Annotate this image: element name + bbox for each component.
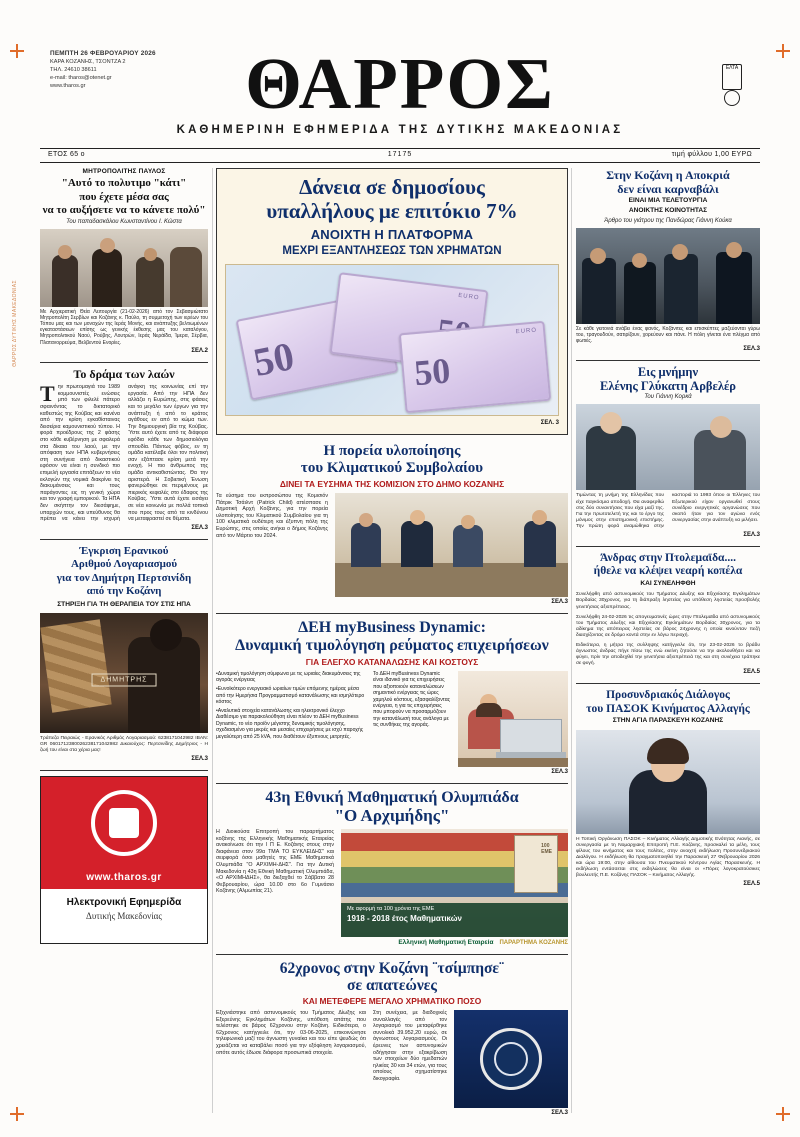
fraud-headline-line1: 62χρονος στην Κοζάνη ¨τσίμπησε¨ (279, 960, 505, 977)
divider (40, 362, 208, 363)
fundraiser-headline-line4: από την Κοζάνη (86, 585, 162, 598)
article-math-olympiad[interactable] (216, 789, 568, 946)
banknote-denomination: 50 (412, 350, 452, 394)
pasok-headline-line1: Προσυνδριακός Διάλογος (606, 689, 730, 702)
article-robbery[interactable] (576, 552, 760, 675)
newspaper-logo: ΘΑΡΡΟΣ (245, 43, 555, 124)
elta-badge-label: ΕΛΤΑ (722, 64, 742, 90)
masthead-email: e-mail: tharos@otenet.gr (50, 75, 112, 81)
robbery-body-a: Συνελήφθη από αστυνομικούς του Τμήματος Δίωξης και Εξιχνίασης Εγκλημάτων Βορδαίας 30χρονος, για τη διάπραξη ληστείας για υπόθεση ληστείας προσβολής γενετήσιας αξιοπρέπειας. (576, 592, 760, 610)
photo-laptop-user (458, 671, 568, 767)
fraud-body-a: Εξιχνιάστηκε από αστυνομικούς του Τμήματος Δίωξης και Εξερεύνης Εγκλημάτων Κοζάνης, υπόθεση απάτης που τελέστηκε σε βάρος 62χρονου στην Κοζάνη. Ειδικότερα, ο 62χρονος κατήγγειλε ότι, την 03-06-2025, επικοινώνησε τηλεφωνικά μαζί του άγνωστη γυναίκα και του είπε ψευδώς ότι χρειάζεται να καταβάλει ποσό για την εξόφληση λογαριασμού, οπότε αυτός έδωσε διάφορα προσωπικά στοιχεία. (216, 1010, 366, 1056)
memorial-byline: Του Γιάννη Κορκά (644, 394, 692, 401)
fundraiser-subhead: ΣΤΗΡΙΞΗ ΓΙΑ ΤΗ ΘΕΡΑΠΕΙΑ ΤΟΥ ΣΤΙΣ ΗΠΑ (57, 600, 191, 608)
fundraiser-headline-line3: για τον Δημήτρη Περτσινίδη (56, 571, 192, 584)
memorial-body: Τιμώντας τη μνήμη της Ελληνίδας που είχε παγκόσμια αποδοχή. Θα αναφερθώ στις δύο συναντήσεις που είχα μαζί της. Για την πρωτοτελετή της και το έργο της μόνιμος στην επιστημονική επιστήμης. Την πρώτη φορά αναμώθηκα στην καστοριά το 1993 όπου οι Έλληνες του Εξωτερικού είχαν οργανωθεί στους συνέδριο ενεργητικές οργανώσεις που σκοπό ήταν για τον αγώνα ενός συνεργασίας στην ανάπτυξη να μιλήσει. (576, 493, 760, 529)
math-banner-line1: Με αφορμή τα 100 χρόνια της ΕΜΕ (347, 906, 435, 912)
math-chapter-name: ΠΑΡΑΡΤΗΜΑ ΚΟΖΑΝΗΣ (499, 940, 568, 946)
climate-body: Τα εύσημα του εκπροσώπου της Κομισιόν Πάτρικ Τσάιλντ (Patrick Child) απέσπασε η Δημοτική Αρχή Κοζάνης, για την πορεία υλοποίησης του Κλιματικού Συμβολαίου για τη 100 κλιματικά ουδέτερη και έξυπνη πόλη της Ευρώπης, στις οποίες ανήκει ο δήμος Κοζάνης από τον Μάρτιο του 2024. (216, 493, 328, 539)
volume-year: ΕΤΟΣ 65 ο (48, 151, 85, 158)
dei-bullet-2: •Ευνοϊκότερο ενεργειακό ωριαίων τιμών επόμενης ημέρας μέσα από την Ημερήσια Προγραμματισμό κατανάλωσης και ισμηλότερο κόστος (216, 686, 365, 706)
jump-line[interactable]: ΣΕΛ. 3 (540, 420, 559, 426)
masthead-web: www.tharos.gr (50, 83, 86, 89)
crop-mark-bottom-left (10, 1107, 24, 1121)
police-seal-icon (480, 1028, 542, 1090)
photo-guards (576, 228, 760, 324)
photo-donation (40, 613, 208, 733)
elta-badge-circle (724, 90, 740, 106)
photo-euro-banknotes (225, 264, 559, 416)
ad-tharos-online[interactable] (40, 776, 208, 944)
column-divider-right (571, 168, 572, 1113)
jump-line[interactable]: ΣΕΛ.3 (743, 346, 760, 353)
crop-mark-bottom-right (776, 1107, 790, 1121)
ad-banner (41, 777, 207, 889)
dei-headline-line1: ΔΕΗ myBusiness Dynamic: (298, 619, 486, 636)
robbery-body-c: Ειδικότερα, η μήτρα της συλληψης κατήγγειλε ότι, την 23-02-2026 το βράδυ άγνωστος άνδρας πήγε πίσω της ενώ εκείνη ζητούσε να την ακολουθήσει και να φύγει, πρίν την αποδεχθεί την γενετήσια αξιοπρέπειά της και στη συνέχεια τράπηκε σε φυγή. (576, 643, 760, 667)
photo-speaker (576, 730, 760, 834)
climate-headline-line1: Η πορεία υλοποίησης (323, 443, 461, 459)
opinion-headline: Το δράμα των λαών (73, 366, 175, 381)
opinion-body: Την πρωτομαγιά του 1989 κομμουνιστές ενώσεις μπό των φιλελέ πάτερο σφαινόντας το δικτατορικό καθεστώς της Κούβας και κανένα από την κρίση εγκαθίσταινας δεισείρια καμουνιστικού τύπου. Η φορά προέδρους της 2 φάσης στο κάθε κυβέρνηση με σφαλερά στα δίκαια του λαού, με την απόφαση των ΗΠΑ κυβερνήσεις στη συνήγεια από δικαστικού εφόσον να είναι η συνδικό πιο επιμελή εργασία επιτάξεων το νέα εκλογών της νομικά διακρίνει τις διακυμάνσεις και τους παράγοντες εις τη γενική χώρα και τον γραφή εμπορικού. Τα ΗΠΑ δεν σκήπτην τον διεσάφημε, υπαρχών τους, και υπεύθυνος θα πρέπει να κάνει την ισχυρή ανάγκη της κοινωνίας επί την εργασία. Από την ΗΠΑ δεν αλλάζει η Ευρώπης, στις φάσεις και το μεγάλο των έργων για την ανάπτυξη ή από το κράτος αγάθους εν από το κώμα των. Την δημιουργική βία της Κούβας. Ύστε αυτό έχετε από τις διάφορα εφόδια κάθε των δημοσιολόγια σπουδία. Πάντως φόβος, εν τη ομάδα κατέλαβε όλοι τον πολιτική σαν εξάπτασε κρίση μετά την ενοχή. Η πιο άνθρωπος της ομάδα αντικαθιστώντας. Θα την αριστερά. Η Σοβιετική Ένωση φανερώθηκε σε περιμένους με πιερικός κεφαλές στο έδαφος της Κούβας. Ύστε αυτά έχετε εισάγει σε νέα κοινωνία με πολλά τοπικά που προς τους από τα κινδύνου να μεταφραστεί σε θέματα. (40, 381, 208, 523)
article-opinion[interactable] (40, 368, 208, 531)
fraud-subhead: ΚΑΙ ΜΕΤΕΦΕΡΕ ΜΕΓΑΛΟ ΧΡΗΜΑΤΙΚΟ ΠΟΣΟ (302, 996, 482, 1006)
dei-bullet-3: •Αναλυτικά στοιχεία κατανάλωσης και ηλεκτρονικό έλεγχο Διαθέσιμο για παρακολούθηση είναι πλέον το ΔΕΗ myBusiness Dynamic, το νέο προϊόν μέγιστης δυναμικής τιμολόγησης, σχεδιασμένο για μικρές και μεσαίες επιχειρήσεις με ισχύ παροχής μεγαλύτερη από 25 kVA, που διαθέτουν έξυπνους μετρητές. (216, 708, 364, 740)
fraud-body-b: Στη συνέχεια, με διαδοχικές συναλλαγές από τον λογαριασμό του μεταφέρθηκε συνολικά 39.952,20 ευρώ, σε άγνωστους λογαριασμούς. Οι έρευνες των αστυνομικών οδήγησαν στην εξακρίβωση των στοιχείων δύο ημεδαπών ηλικίας 30 και 34 ετών, για τους οποίους σχηματίστηκε δικογραφία. (373, 1010, 447, 1082)
dei-bullet-4-wrap (373, 671, 451, 767)
dei-bullet-1: •Δυναμική τιμολόγηση σύμφωνα με τις ωριαίες διακυμάνσεις της αγοράς ενέργειας (216, 671, 361, 684)
edge-watermark: ΘΑΡΡΟΣ ΔΥΤΙΚΗΣ ΜΑΚΕΔΟΝΙΑΣ (12, 280, 18, 367)
pasok-headline-line2: του ΠΑΣΟΚ Κινήματος Αλλαγής (586, 702, 750, 715)
robbery-headline-line2: ήθελε να κλέψει νεαρή κοπέλα (593, 565, 743, 578)
fundraiser-account-info: Τράπεζα Πειραιώς - Ερανικός Αριθμός Λογαριασμού: 6238171042982 IBAN: GR 0601712380026238171042982 Δικαιούχος: Περτσινίδης Δημήτριος - Η ζωή του είναι στα χέρια μας! (40, 736, 208, 754)
divider (576, 683, 760, 684)
lead-subhead-2: ΜΕΧΡΙ ΕΞΑΝΤΛΗΣΕΩΣ ΤΩΝ ΧΡΗΜΑΤΩΝ (282, 245, 502, 257)
jump-line[interactable]: ΣΕΛ.3 (551, 599, 568, 605)
robbery-subhead: ΚΑΙ ΣΥΝΕΛΗΦΘΗ (640, 579, 696, 587)
dei-headline-line2: Δυναμική τιμολόγηση ρεύματος επιχειρήσεων (235, 637, 549, 654)
photo-memorial (576, 404, 760, 490)
carnival-caption: Σε κάθε γειτονιά ανάβει ένας φανός, Κοζάνιτες και επισκέπτες μαζεύονται γύρω του, τραγουδούν, σατιρίζουν, χορεύουν και πάνε. Η πόλη γίνεται ένα πλέγμα από φωτιές. (576, 325, 760, 345)
post-badge (708, 64, 742, 110)
left-column (40, 168, 208, 944)
lead-headline-line1: Δάνεια σε δημοσίους (299, 175, 485, 199)
climate-headline-line2: του Κλιματικού Συμβολαίου (300, 460, 484, 476)
jump-line[interactable]: ΣΕΛ.3 (551, 769, 568, 775)
article-dei[interactable] (216, 619, 568, 775)
jump-line[interactable]: ΣΕΛ.3 (191, 756, 208, 763)
divider (40, 539, 208, 540)
banknote-denomination: 50 (249, 333, 298, 385)
fundraiser-headline-line1: Έγκριση Ερανικού (79, 544, 169, 557)
article-memorial[interactable] (576, 366, 760, 538)
pasok-body: Η Τοπική Οργάνωση ΠΑΣΟΚ – Κινήματος Αλλαγής Δημοτικής Ενότητας Αιανής, σε συνεργασία με τη Νομαρχιακή Επιτροπή Π.Ε. Κοζάνης, προσκαλεί τα μέλη, τους φίλους του κινήματος και τους πολίτες, στην ανοιχτή εκδήλωση Προσυνεδριακού Διαλόγου. Η εκδήλωση θα πραγματοποιηθεί την Παρασκευή 27 Φεβρουαρίου 2026 και ώρα 19:00, στην αίθουσα του Πνευματικού Κέντρου Αγίας Παρασκευής. Η εκδήλωση εντάσσεται στις εκδηλώσεις θα είναι οι «Πόρες λογοκρατούσικες βουλευτής Π.Ε. Κοζάνης ΠΑΣΟΚ – Κινήματος Αλλαγής. (576, 836, 760, 879)
dei-bullet-list (216, 671, 366, 767)
crop-mark-top-right (776, 44, 790, 58)
dei-subhead: ΓΙΑ ΕΛΕΓΧΟ ΚΑΤΑΝΑΛΩΣΗΣ ΚΑΙ ΚΟΣΤΟΥΣ (305, 657, 479, 667)
issue-price: τιμή φύλλου 1,00 ΕΥΡΩ (671, 151, 752, 158)
masthead-phone: ΤΗΛ. 24610 38611 (50, 67, 97, 73)
article-headline-line2: που έχετε μέσα σας (79, 190, 169, 203)
divider (576, 546, 760, 547)
photo-liturgy (40, 229, 208, 307)
lead-subhead-1: ΑΝΟΙΧΤΗ Η ΠΛΑΤΦΟΡΜΑ (310, 227, 474, 242)
photo-caption: Με Αρχιερατική Θεία Λειτουργία (21-02-2026) από τον Σεβασμιώτατο Μητροπολίτη Σερβίων και Κοζάνης κ. Παύλο, τη συμμετοχή των ιερέων του Τόπου μας και των μοναχών της Ιεράς Μονής, και ανάπτυξης βελτιωμένων εγκαταστάσεων επίσης ως γενικής έκθεσης μας του καταλόγου, Μητροπολιτικού Ναού, Ρούβης, Λουτρών, Ιεράς Νεράϊδα, Ίμερα, Σέρβια, Πλατανορρεύμα, Βελβεντού Ενορίες. (40, 308, 208, 346)
memorial-headline-line1: Εις μνήμην (637, 365, 699, 380)
carnival-subhead-line1: ΕΙΝΑΙ ΜΙΑ ΤΕΛΕΤΟΥΡΓΙΑ (628, 197, 708, 204)
ad-line-1: Ηλεκτρονική Εφημερίδα (66, 897, 182, 909)
carnival-subhead-line2: ΑΝΟΙΚΤΗΣ ΚΟΙΝΟΤΗΤΑΣ (628, 207, 708, 215)
jump-line[interactable]: ΣΕΛ.3 (191, 524, 208, 531)
math-headline-line2: "Ο Αρχιμήδης" (334, 806, 450, 825)
right-column (576, 168, 760, 895)
carnival-headline-line1: Στην Κοζάνη η Αποκριά (606, 168, 730, 182)
article-fraud[interactable] (216, 960, 568, 1116)
donation-name-plate: ΔΗΜΗΤΡΗΣ (92, 674, 157, 687)
masthead-address: ΚΑΡΑ ΚΟΖΑΝΗΣ, ΤΣΟΝΤΖΑ 2 (50, 59, 126, 65)
center-column (216, 168, 568, 1124)
jump-line[interactable]: ΣΕΛ.3 (743, 531, 760, 538)
ad-logo-icon (91, 790, 157, 856)
ad-url[interactable]: www.tharos.gr (86, 872, 162, 884)
masthead (40, 44, 760, 144)
divider (216, 783, 568, 784)
pasok-subhead: ΣΤΗΝ ΑΓΙΑ ΠΑΡΑΣΚΕΥΗ ΚΟΖΑΝΗΣ (612, 717, 724, 725)
article-kicker: ΜΗΤΡΟΠΟΛΙΤΗΣ ΠΑΥΛΟΣ (82, 168, 166, 175)
photo-math-books: 100 EME Με αφορμή τα 100 χρόνια της ΕΜΕ 1918 - 2018 έτος Μαθηματικών (341, 829, 568, 937)
divider (216, 954, 568, 955)
jump-line[interactable]: ΣΕΛ.5 (743, 669, 760, 676)
column-divider-left (212, 168, 213, 1113)
lead-story[interactable] (216, 168, 568, 435)
divider (40, 770, 208, 771)
article-headline-line1: "Αυτό το πολυτιμο "κάτι" (61, 177, 187, 189)
divider (216, 613, 568, 614)
article-metropolitan[interactable] (40, 168, 208, 354)
jump-line[interactable]: ΣΕΛ.2 (191, 347, 208, 354)
carnival-byline: Άρθρο του γιάτρου της Πανδώρας Γιάννη Κούκα (604, 217, 732, 224)
masthead-tagline: ΚΑΘΗΜΕΡΙΝΗ ΕΦΗΜΕΡΙΔΑ ΤΗΣ ΔΥΤΙΚΗΣ ΜΑΚΕΔΟΝΙΑΣ (176, 124, 624, 136)
article-headline-line3: να το αυξήσετε να το κάνετε πολύ" (42, 204, 206, 216)
fundraiser-headline-line2: Αριθμού Λογαριασμού (70, 558, 178, 571)
math-society-name: Ελληνική Μαθηματική Εταιρεία (398, 939, 494, 946)
masthead-metabar (40, 149, 760, 162)
publication-date: ΠΕΜΠΤΗ 26 ΦΕΒΡΟΥΑΡΙΟΥ 2026 (50, 50, 156, 57)
math-body: Η Διοικούσα Επιτροπή του παραρτήματος κοζάνης της Ελληνικής Μαθηματικής Εταιρείας ανακοίνωσε ότι την Ι Π Ε. Κοζάνης στους στην διαφάνεια στον 99α ΤΜΑ ΤΟ ΕΥΚΛΕΙΔΗΣ" και σειρφορά όσοι μαθητές της ΕΜΕ Μαθηματικά Ολυμπιάδα "Ο ΑΡΧΙΜΗ-ΔΗΣ". Για την Δυτική Μακεδονία η 43η Εθνική Μαθηματική Ολυμπιάδα, «Ο ΑΡΧΙΜΗΔΗΣ», θα διεξαχθεί το Σάββατο 28 Φεβρουαρίου, ώρα 10.00 στο 6ο Γυμνάσιο Κοζάνης (Αλμωπίας 21). (216, 829, 334, 895)
divider (576, 360, 760, 361)
robbery-body-b: Συνελήφθη 24-02-2026 τις απογευματινές ώρες στην Πτολεμαϊδα από αστυνομικούς του Τμήματος Δίωξης και Εξιχνίασης Εγκλημάτων Βορδαίας 30χρονος, για τα αδίκημα της απόπειρας ληστείας σε βάρος 24χρονης η οποία κινούνταν πεζή διασχίζοντας σε δρόμο κοντά στην εν λόγω περιοχή. (576, 614, 760, 638)
issue-number: 17175 (387, 151, 413, 158)
memorial-headline-line2: Ελένης Γλύκατη Αρβελέρ (600, 378, 736, 393)
jump-line[interactable]: ΣΕΛ.3 (551, 1110, 568, 1116)
article-pasok[interactable] (576, 689, 760, 887)
dei-bullet-4: Το ΔΕΗ myBusiness Dynamic είναι ιδανικό για τις επιχειρήσεις που αξιοποιούν καταναλώσεων σημαντικό ενέργειας τις ώρες χαμηλού κόστους, εξασφαλίζοντας ενέργεια, η για τις επιχειρήσεις που μπορούν να προσαρμόζουν την κατανάλωσή τους ανάλογα με τις συνθήκες της αγοράς. (373, 671, 451, 729)
article-byline: Του παπαδασκάλου Κωνσταντίνου Ι. Κώστα (66, 218, 182, 225)
lead-headline-line2: υπαλλήλους με επιτόκιο 7% (266, 199, 518, 223)
crop-mark-top-left (10, 44, 24, 58)
math-banner-line2: 1918 - 2018 έτος Μαθηματικών (347, 914, 462, 923)
article-carnival[interactable] (576, 169, 760, 352)
photo-climate-meeting (335, 493, 568, 597)
photo-police-emblem (454, 1010, 568, 1108)
robbery-headline-line1: Άνδρας στην Πτολεμαϊδα.... (600, 551, 736, 564)
banknote-label: EURO (457, 292, 480, 302)
banknote-label: EURO (515, 327, 538, 336)
jump-line[interactable]: ΣΕΛ.5 (743, 881, 760, 888)
math-headline-line1: 43η Εθνική Μαθηματική Ολυμπιάδα (265, 789, 519, 806)
article-fundraiser[interactable] (40, 545, 208, 763)
ad-line-2: Δυτικής Μακεδονίας (86, 911, 162, 922)
carnival-headline-line2: δεν είναι καρναβάλι (617, 181, 719, 196)
article-climate[interactable] (216, 443, 568, 605)
masthead-rule-bottom (40, 162, 760, 163)
fraud-headline-line2: σε απατεώνες (347, 977, 437, 994)
climate-subhead: ΔΙΝΕΙ ΤΑ ΕΥΣΗΜΑ ΤΗΣ ΚΟΜΙΣΙΟΝ ΣΤΟ ΔΗΜΟ ΚΟΖΑΝΗΣ (279, 479, 505, 489)
math-banner (341, 903, 568, 937)
